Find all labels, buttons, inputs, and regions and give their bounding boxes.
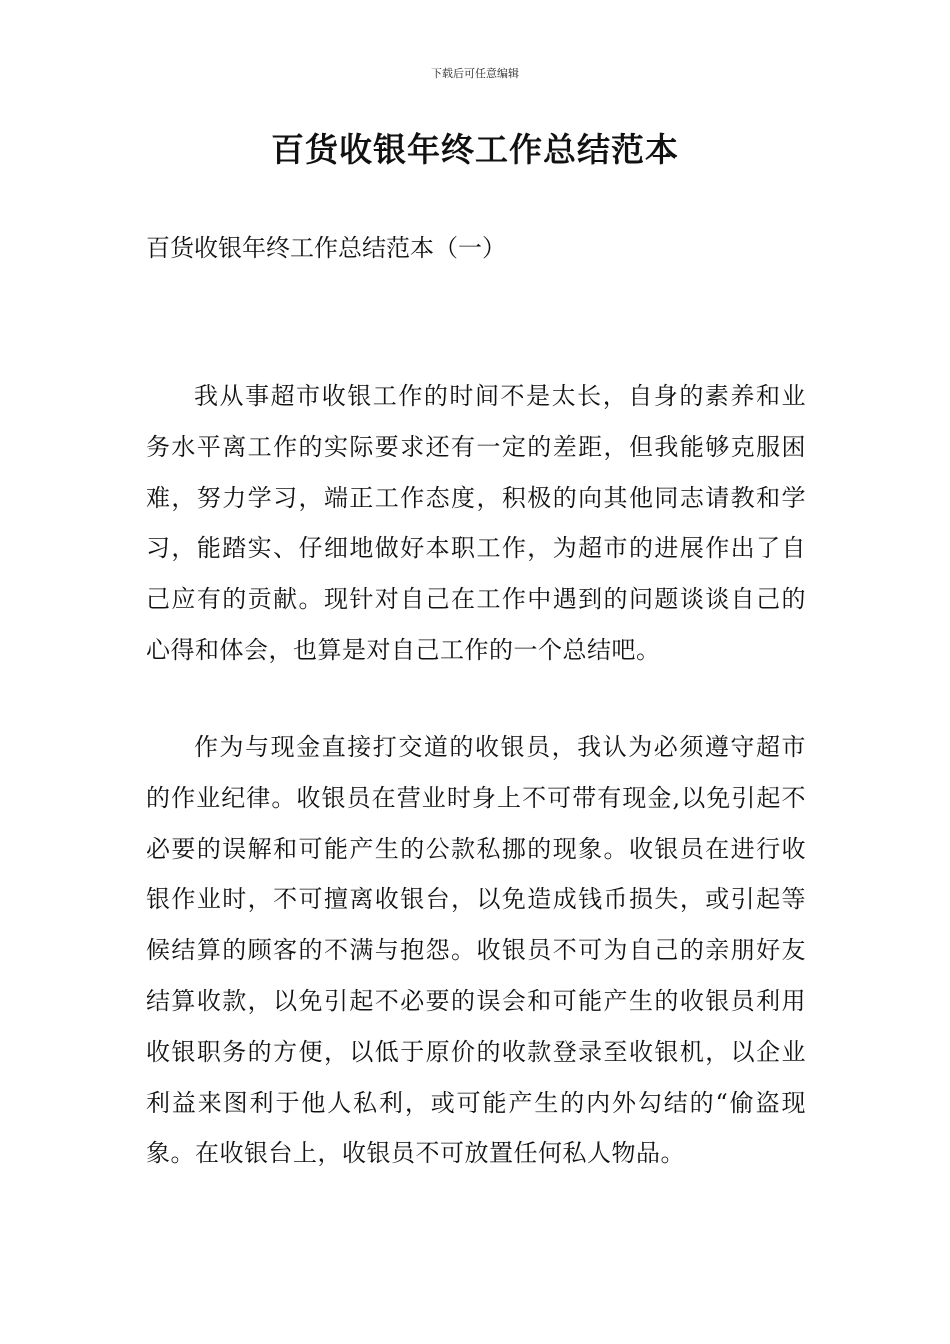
body-paragraph: 我从事超市收银工作的时间不是太长，自身的素养和业务水平离工作的实际要求还有一定的差距，但我能够克服困难，努力学习，端正工作态度，积极的向其他同志请教和学习，能踏实、仔细地做好本职工作，为超市的进展作出了自己应有的贡献。现针对自己在工作中遇到的问题谈谈自己的心得和体会，也算是对自己工作的一个总结吧。 xyxy=(146,382,806,664)
page-header-note: 下载后可任意编辑 xyxy=(431,67,519,80)
document-title: 百货收银年终工作总结范本 xyxy=(271,130,679,169)
body-paragraph: 作为与现金直接打交道的收银员，我认为必须遵守超市的作业纪律。收银员在营业时身上不可带有现金,以免引起不必要的误解和可能产生的公款私挪的现象。收银员在进行收银作业时，不可擅离收银台，以免造成钱币损失，或引起等候结算的顾客的不满与抱怨。收银员不可为自己的亲朋好友结算收款，以免引起不必要的误会和可能产生的收银员利用收银职务的方便，以低于原价的收款登录至收银机，以企业利益来图利于他人私利，或可能产生的内外勾结的“偷盗现象。在收银台上，收银员不可放置任何私人物品。 xyxy=(146,733,806,1168)
document-subtitle: 百货收银年终工作总结范本（一） xyxy=(146,234,506,262)
